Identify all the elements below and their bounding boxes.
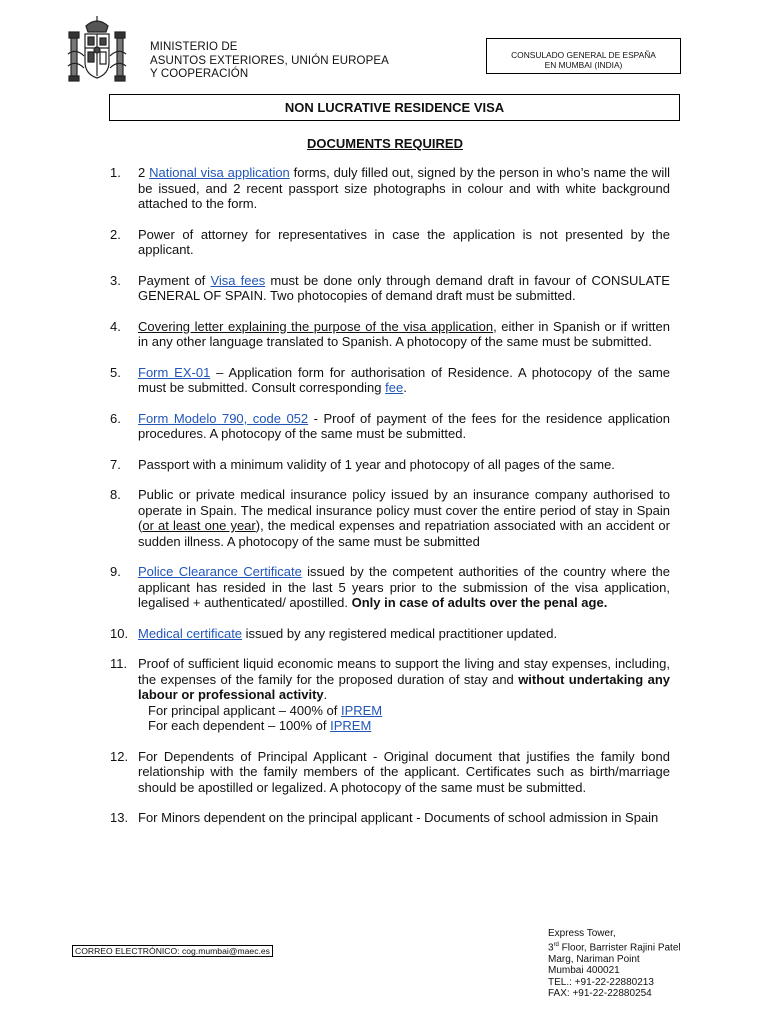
address-line: FAX: +91-22-22880254 — [548, 988, 652, 1000]
address-line: Marg, Nariman Point — [548, 953, 640, 965]
item-body — [138, 457, 670, 473]
consulate-line: CONSULADO GENERAL DE ESPAÑA — [511, 50, 656, 60]
address-line: TEL.: +91-22-22880213 — [548, 976, 654, 988]
list-item — [110, 810, 670, 826]
item-number: 6. — [110, 410, 121, 426]
item-body — [138, 487, 670, 549]
list-item — [110, 564, 670, 611]
item-text: Payment of — [138, 272, 211, 288]
item-number: 4. — [110, 318, 121, 334]
spanish-coat-of-arms-icon — [66, 14, 128, 88]
item-subline — [138, 718, 670, 734]
address-line: Mumbai 400021 — [548, 965, 620, 977]
list-item — [110, 656, 670, 734]
item-body — [138, 749, 670, 796]
ministry-line: Y COOPERACIÓN — [150, 68, 249, 80]
item-text: without undertaking any labour or professional activity — [138, 671, 670, 702]
item-text: – Application form for authorisation of Residence. A photocopy of the same must be submitted. Consult corresponding — [138, 364, 670, 395]
list-item — [110, 457, 670, 473]
item-number: 5. — [110, 364, 121, 380]
item-text: ), the medical expenses and repatriation associated with an accident or sudden illness. A photocopy of the same must be submitted — [138, 518, 670, 549]
item-number: 8. — [110, 487, 121, 502]
item-number: 7. — [110, 456, 121, 472]
consulate-box — [486, 38, 681, 74]
item-body — [138, 411, 670, 442]
document-link[interactable]: IPREM — [330, 718, 372, 733]
item-text: 2 — [138, 165, 150, 180]
address-floor-text: Floor, Barrister Rajini Patel — [558, 941, 681, 953]
document-link[interactable]: National visa application — [149, 165, 290, 180]
item-body — [138, 564, 670, 611]
ministry-line: MINISTERIO DE — [150, 41, 238, 53]
item-text: For Minors dependent on the principal applicant - Documents of school admission in Spain — [138, 810, 659, 825]
item-text: . — [323, 687, 328, 702]
address-line: Express Tower, — [548, 928, 616, 939]
item-number: 11. — [110, 656, 128, 671]
document-link[interactable]: Police Clearance Certificate — [138, 564, 302, 579]
item-text: . — [403, 380, 407, 395]
item-body — [138, 227, 670, 258]
item-body — [138, 165, 670, 212]
ministry-line: ASUNTOS EXTERIORES, UNIÓN EUROPEA — [150, 54, 389, 67]
item-text: For principal applicant – 400% of — [148, 702, 341, 718]
list-item — [110, 319, 670, 350]
item-text: must be done only through demand draft in favour of CONSULATE GENERAL OF SPAIN. Two photocopies of demand draft must be submitted. — [138, 272, 670, 303]
item-body — [138, 365, 670, 396]
item-body — [138, 319, 670, 350]
document-link[interactable]: Medical certificate — [138, 625, 243, 641]
item-number: 10. — [110, 625, 129, 641]
item-body — [138, 810, 670, 826]
address-block — [548, 928, 681, 1000]
item-text: Covering letter explaining the purpose of the visa application — [138, 318, 494, 334]
item-body — [138, 273, 670, 304]
email-contact[interactable]: CORREO ELECTRÓNICO: cog.mumbai@maec.es — [72, 945, 273, 957]
item-text: Only in case of adults over the penal age. — [351, 595, 608, 610]
requirements-list — [110, 165, 670, 841]
item-text: forms, duly filled out, signed by the person in who’s name the will be issued, and 2 recent passport size photographs in colour and with white background attached to the form. — [138, 165, 670, 211]
item-text: issued by any registered medical practitioner updated. — [242, 625, 558, 641]
document-link[interactable]: Form EX-01 — [138, 364, 211, 380]
document-link[interactable]: Visa fees — [210, 272, 266, 288]
section-subtitle: DOCUMENTS REQUIRED — [306, 136, 463, 151]
item-text: Proof of sufficient liquid economic means to support the living and stay expenses, including, the expenses of the family for the proposed duration of stay and — [138, 656, 670, 687]
list-item — [110, 411, 670, 442]
list-item — [110, 227, 670, 258]
item-text: Power of attorney for representatives in case the application is not presented by the applicant. — [138, 226, 670, 257]
item-number: 3. — [110, 272, 121, 288]
list-item — [110, 487, 670, 549]
item-text: Public or private medical insurance policy issued by an insurance company authorised to operate in Spain. The medical insurance policy must cover the entire period of stay in Spain ( — [138, 487, 670, 533]
item-number: 9. — [110, 564, 121, 579]
document-link[interactable]: Form Modelo 790, code 052 — [138, 410, 309, 426]
item-text: , either in Spanish or if written in any other language translated to Spanish. A photocopy of the same must be submitted. — [138, 318, 671, 349]
list-item — [110, 626, 670, 642]
document-link[interactable]: fee — [385, 380, 404, 395]
list-item — [110, 749, 670, 796]
item-subline — [138, 703, 670, 719]
address-line — [548, 940, 681, 954]
item-text: issued by the competent authorities of the country where the applicant has resided in the last 5 years prior to the submission of the visa application, legalised + authenticated/ apostilled. — [138, 564, 671, 610]
item-number: 12. — [110, 748, 129, 764]
item-text: or at least one year — [142, 518, 256, 533]
item-body — [138, 656, 670, 734]
item-text: Passport with a minimum validity of 1 year and photocopy of all pages of the same. — [138, 456, 615, 472]
list-item — [110, 273, 670, 304]
list-item — [110, 365, 670, 396]
item-text: - Proof of payment of the fees for the residence application procedures. A photocopy of the same must be submitted. — [138, 410, 670, 441]
ministry-name — [150, 41, 389, 82]
address-floor-number: 3 — [548, 941, 554, 953]
consulate-line: EN MUMBAI (INDIA) — [544, 59, 623, 70]
item-text: For each dependent – 100% of — [148, 718, 331, 733]
document-link[interactable]: IPREM — [340, 702, 383, 718]
item-body — [138, 626, 670, 642]
item-number: 13. — [110, 810, 129, 825]
list-item — [110, 165, 670, 212]
item-number: 2. — [110, 226, 121, 242]
item-number: 1. — [110, 165, 121, 180]
ordinal-suffix: rd — [553, 941, 559, 948]
page-title: NON LUCRATIVE RESIDENCE VISA — [109, 94, 680, 121]
item-text: For Dependents of Principal Applicant - Original document that justifies the family bond relationship with the family members of the applicant. Certificates such as birth/marriage should be apostilled or legalized. A photocopy of the same must be submitted. — [138, 748, 670, 795]
